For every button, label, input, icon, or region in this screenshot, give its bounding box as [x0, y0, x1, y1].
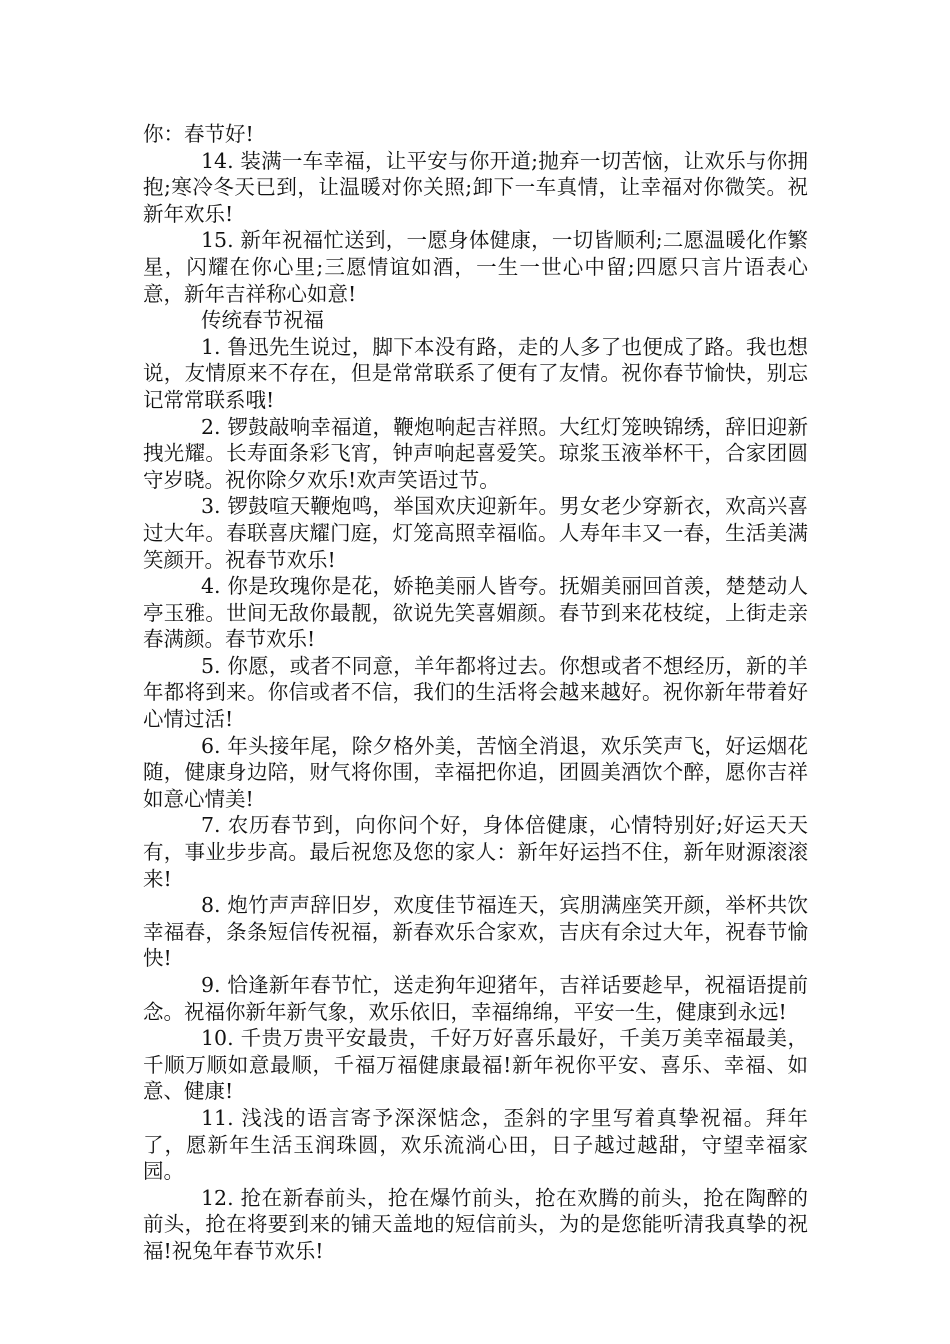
- paragraph-2: 2. 锣鼓敲响幸福道，鞭炮响起吉祥照。大红灯笼映锦绣，辞旧迎新拽光耀。长寿面条彩飞宵，钟声响起喜爱笑。琼浆玉液举杯干，合家团圆守岁晓。祝你除夕欢乐!欢声笑语过节。: [143, 414, 808, 492]
- paragraph-5: 5. 你愿，或者不同意，羊年都将过去。你想或者不想经历，新的羊年都将到来。你信或者不信，我们的生活将会越来越好。祝你新年带着好心情过活!: [143, 653, 808, 732]
- paragraph-14: 14. 装满一车幸福，让平安与你开道;抛弃一切苦恼，让欢乐与你拥抱;寒冷冬天已到，让温暖对你关照;卸下一车真情，让幸福对你微笑。祝新年欢乐!: [143, 148, 808, 226]
- paragraph-10: 10. 千贵万贵平安最贵，千好万好喜乐最好，千美万美幸福最美，千顺万顺如意最顺，千福万福健康最福!新年祝你平安、喜乐、幸福、如意、健康!: [143, 1026, 808, 1104]
- section-heading: 传统春节祝福: [201, 308, 324, 333]
- paragraph-15: 15. 新年祝福忙送到，一愿身体健康，一切皆顺利;二愿温暖化作繁星，闪耀在你心里;三愿情谊如酒，一生一世心中留;四愿只言片语表心意，新年吉祥称心如意!: [143, 228, 808, 306]
- paragraph-7: 7. 农历春节到，向你问个好，身体倍健康，心情特别好;好运天天有，事业步步高。最后祝您及您的家人：新年好运挡不住，新年财源滚滚来!: [143, 813, 808, 891]
- paragraph-4: 4. 你是玫瑰你是花，娇艳美丽人皆夸。抚媚美丽回首羡，楚楚动人亭玉雅。世间无敌你最靓，欲说先笑喜媚颜。春节到来花枝绽，上街走亲春满颜。春节欢乐!: [143, 574, 808, 652]
- paragraph-8: 8. 炮竹声声辞旧岁，欢度佳节福连天，宾朋满座笑开颜，举杯共饮幸福春，条条短信传祝福，新春欢乐合家欢，吉庆有余过大年，祝春节愉快!: [143, 893, 808, 971]
- paragraph-6: 6. 年头接年尾，除夕格外美，苦恼全消退，欢乐笑声飞，好运烟花随，健康身边陪，财气将你围，幸福把你追，团圆美酒饮个醉，愿你吉祥如意心情美!: [143, 733, 808, 811]
- lead-line: 你：春节好!: [143, 122, 254, 146]
- paragraph-11: 11. 浅浅的语言寄予深深惦念，歪斜的字里写着真挚祝福。拜年了，愿新年生活玉润珠圆，欢乐流淌心田，日子越过越甜，守望幸福家园。: [143, 1105, 808, 1184]
- paragraph-9: 9. 恰逢新年春节忙，送走狗年迎猪年，吉祥话要趁早，祝福语提前念。祝福你新年新气象，欢乐依旧，幸福绵绵，平安一生，健康到永远!: [143, 973, 808, 1024]
- paragraph-1: 1. 鲁迅先生说过，脚下本没有路，走的人多了也便成了路。我也想说，友情原来不存在，但是常常联系了便有了友情。祝你春节愉快，别忘记常常联系哦!: [143, 334, 808, 412]
- paragraph-3: 3. 锣鼓喧天鞭炮鸣，举国欢庆迎新年。男女老少穿新衣，欢高兴喜过大年。春联喜庆耀门庭，灯笼高照幸福临。人寿年丰又一春，生活美满笑颜开。祝春节欢乐!: [143, 494, 808, 572]
- paragraph-12: 12. 抢在新春前头，抢在爆竹前头，抢在欢腾的前头，抢在陶醉的前头，抢在将要到来的铺天盖地的短信前头，为的是您能听清我真挚的祝福!祝兔年春节欢乐!: [143, 1185, 808, 1263]
- document-body: [143, 121, 808, 1265]
